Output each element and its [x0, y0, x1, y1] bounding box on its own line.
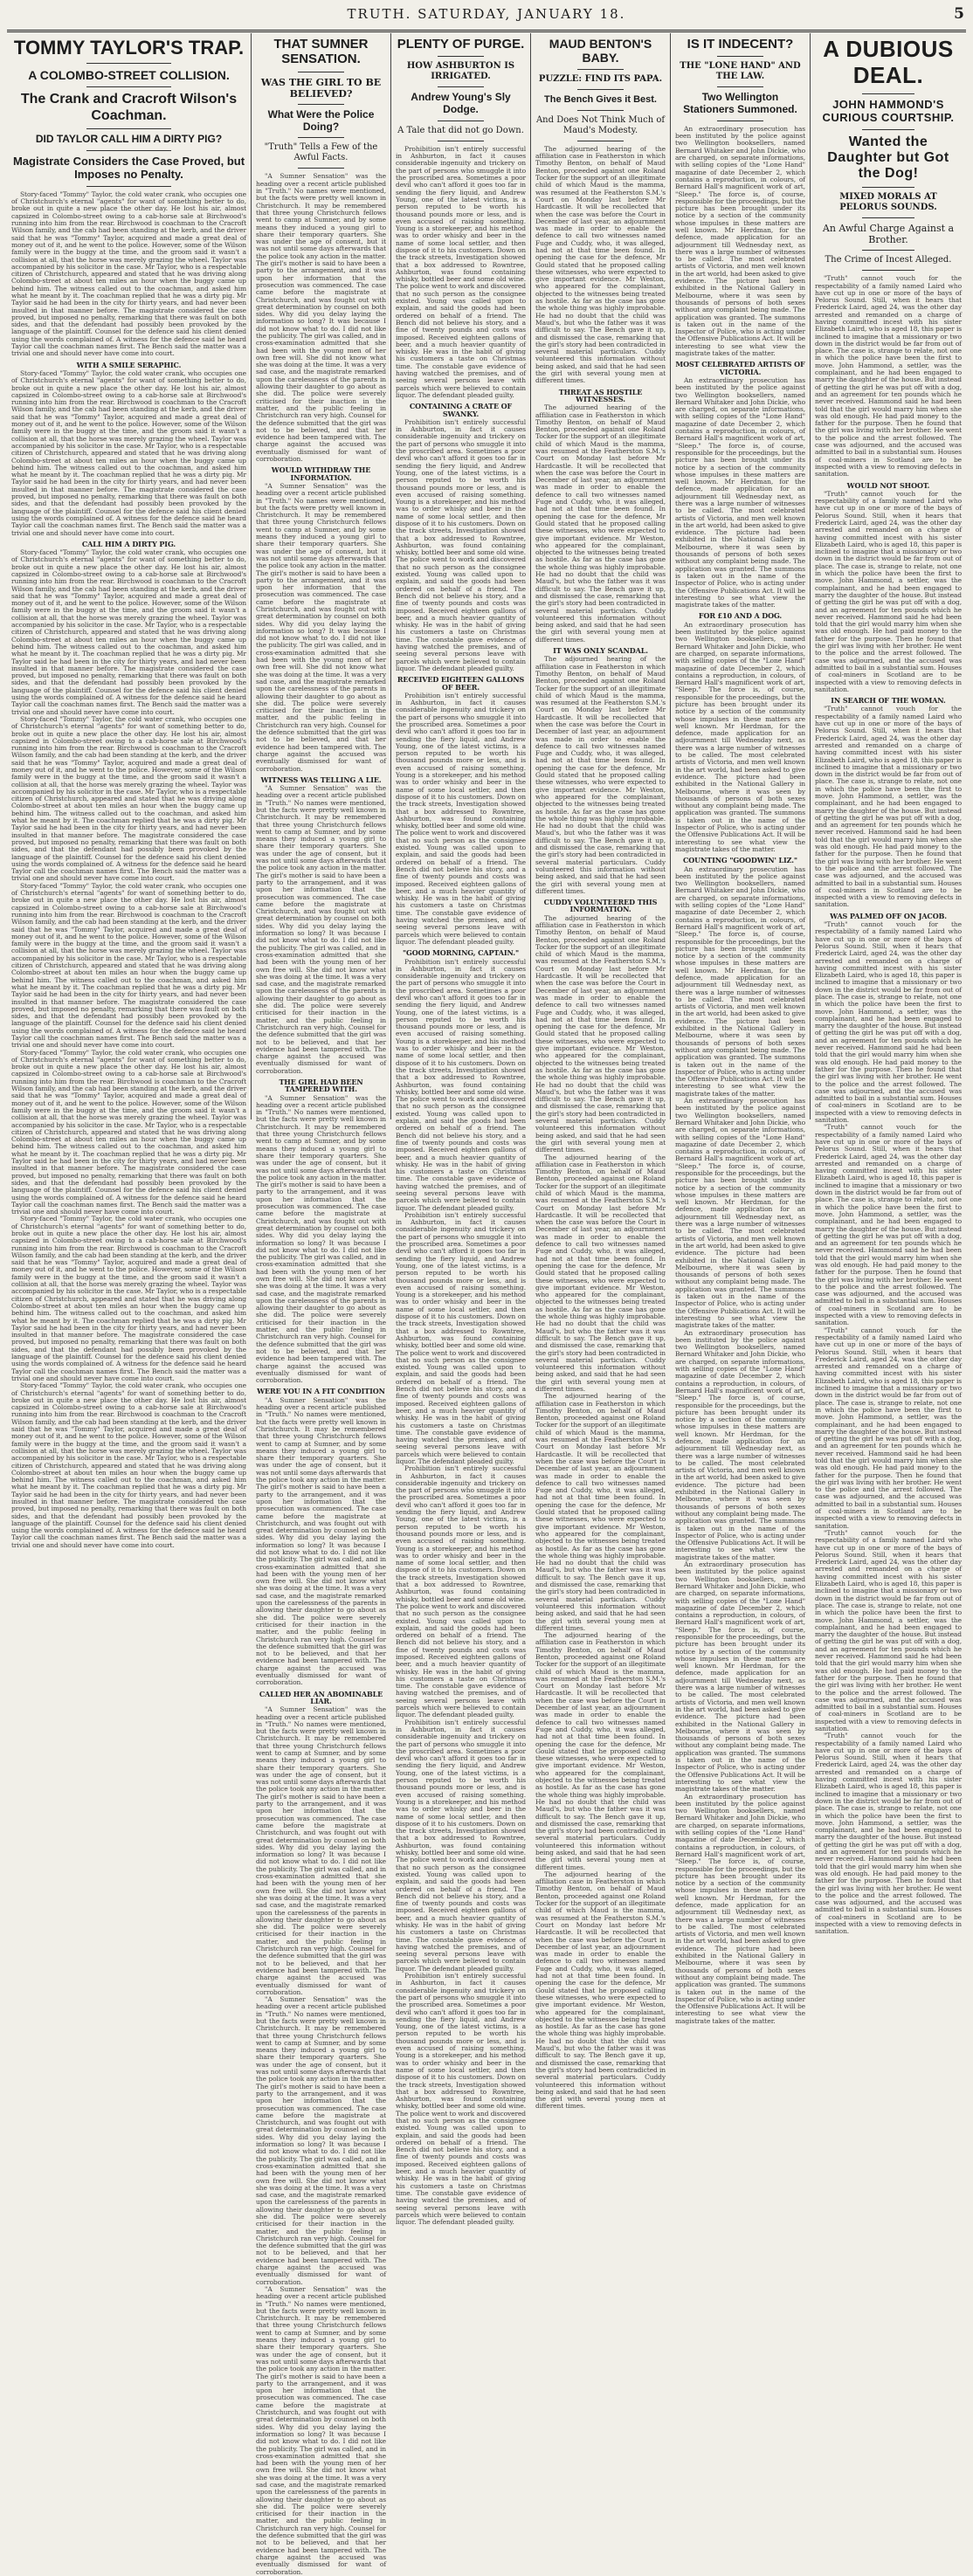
- article-paragraph: "Truth" cannot vouch for the respectability of a family named Laird who have cut up in one or more of the bays of Pelorus Sound. Still, when it hears that Frederick Laird, aged 24, was the other day arrested and remanded on a charge of having committed incest with his sister Elizabeth Laird, who is aged 18, this paper is inclined to imagine that a missionary or two down in the district would be far from out of place. The case is, strange to relate, not one in which the police have been the first to move. John Hammond, a settler, was the complainant, and he had been engaged to marry the daughter of the house. But instead of getting the girl he was put off with a dog, and an agreement for ten pounds which he never received. Hammond said he had been told that the girl would marry him when she was old enough. He had paid money to the father for the purpose. Then he found that the girl was living with her brother. He went to the police and the arrest followed. The case was adjourned, and the accused was admitted to bail in a substantial sum. Houses of coal-miners in Scotland are to be inspected with a view to removing defects in sanitation.: [815, 1123, 962, 1327]
- divider: [86, 186, 171, 187]
- article-paragraph: "A Sumner Sensation" was the heading over a recent article published in "Truth." No names were mentioned, but the facts were pretty well known in Christchurch. It may be remembered that three young Christchurch fellows went to camp at Sumner, and by some means they induced a young girl to share their temporary quarters. She was under the age of consent, but it was not until some days afterwards that the police took any action in the matter. The girl's mother is said to have been a party to the arrangement, and it was upon her information that the prosecution was commenced. The case came before the magistrate at Christchurch, and was fought out with great determination by counsel on both sides. Why did you delay laying the information so long? It was because I did not know what to do. I did not like the publicity. The girl was called, and in cross-examination admitted that she had been with the young men of her own free will. She did not know what she was doing at the time. It was a very sad case, and the magistrate remarked upon the carelessness of the parents in allowing their daughter to go about as she did. The police were severely criticised for their inaction in the matter, and the public feeling in Christchurch ran very high. Counsel for the defence submitted that the girl was not to be believed, and that her evidence had been tampered with. The charge against the accused was eventually dismissed for want of corroboration.: [256, 2284, 386, 2576]
- headline: MIXED MORALS AT PELORUS SOUNDS.: [839, 191, 937, 212]
- column-indecent: [671, 33, 811, 2025]
- article-paragraph: Story-faced "Tommy" Taylor, the cold water crank, who occupies one of Christchurch's eternal "agents" for want of something better to do, broke out in quite a new place the other day. He lost his air, almost capsized in Colombo-street owing to a cab-horse sale at Birchwood's running into him from the rear. Birchwood is coachman to the Cracroft Wilson family, and the cab had been standing at the kerb, and the driver said that he was "Tommy" Taylor, acquired and made a great deal of money out of it, and he went to the police. However, some of the Wilson family were in the buggy at the time, and the groom said it wasn't a collision at all, that the horse was merely grazing the wheel. Taylor was accompanied by his solicitor in the case. Mr Taylor, who is a respectable citizen of Christchurch, appeared and stated that he was driving along Colombo-street at about ten miles an hour when the buggy came up behind him. The witness called out to the coachman, and asked him what he meant by it. The coachman replied that he was a dirty pig. Mr Taylor said he had been in the city for thirty years, and had never been insulted in that manner before. The magistrate considered the case proved, but imposed no penalty, remarking that there was fault on both sides, and that the defendant had possibly been provoked by the language of the plaintiff. Counsel for the defence said his client denied using the words complained of. A witness for the defence said he heard Taylor call the coachman names first. The Bench said the matter was a trivial one and should never have come into court.: [11, 1048, 246, 1216]
- headline: JOHN HAMMOND'S CURIOUS COURTSHIP.: [822, 97, 955, 124]
- divider: [862, 129, 914, 130]
- article-paragraph: An extraordinary prosecution has been instituted by the police against two Wellington booksellers, named Bernard Whitaker and John Dickie, who are charged, on separate informations, with selling copies of the "Lone Hand" magazine of date December 2, which contains a reproduction, in colours, of Bernard Hall's magnificent work of art, "Sleep." The force is, of course, responsible for the proceedings, but the picture has been brought under its notice by a section of the community whose impulses in these matters are well known. Mr Herdman, for the defence, made application for an adjournment till Wednesday next, as there was a large number of witnesses to be called. The most celebrated artists of Victoria, and men well known in the art world, had been asked to give evidence. The picture had been exhibited in the National Gallery in Melbourne, where it was seen by thousands of persons of both sexes without any complaint being made. The application was granted. The summons is taken out in the name of the Inspector of Police, who is acting under the Offensive Publications Act. It will be interesting to see what view the magistrate takes of the matter.: [675, 124, 805, 358]
- article-paragraph: "Truth" cannot vouch for the respectability of a family named Laird who have cut up in one or more of the bays of Pelorus Sound. Still, when it hears that Frederick Laird, aged 24, was the other day arrested and remanded on a charge of having committed incest with his sister Elizabeth Laird, who is aged 18, this paper is inclined to imagine that a missionary or two down in the district would be far from out of place. The case is, strange to relate, not one in which the police have been the first to move. John Hammond, a settler, was the complainant, and he had been engaged to marry the daughter of the house. But instead of getting the girl he was put off with a dog, and an agreement for ten pounds which he never received. Hammond said he had been told that the girl would marry him when she was old enough. He had paid money to the father for the purpose. Then he found that the girl was living with her brother. He went to the police and the arrest followed. The case was adjourned, and the accused was admitted to bail in a substantial sum. Houses of coal-miners in Scotland are to be inspected with a view to removing defects in sanitation.: [815, 274, 962, 479]
- headline: THE "LONE HAND" AND THE LAW.: [680, 61, 801, 82]
- article-paragraph: An extraordinary prosecution has been instituted by the police against two Wellington booksellers, named Bernard Whitaker and John Dickie, who are charged, on separate informations, with selling copies of the "Lone Hand" magazine of date December 2, which contains a reproduction, in colours, of Bernard Hall's magnificent work of art, "Sleep." The force is, of course, responsible for the proceedings, but the picture has been brought under its notice by a section of the community whose impulses in these matters are well known. Mr Herdman, for the defence, made application for an adjournment till Wednesday next, as there was a large number of witnesses to be called. The most celebrated artists of Victoria, and men well known in the art world, had been asked to give evidence. The picture had been exhibited in the National Gallery in Melbourne, where it was seen by thousands of persons of both sexes without any complaint being made. The application was granted. The summons is taken out in the name of the Inspector of Police, who is acting under the Offensive Publications Act. It will be interesting to see what view the magistrate takes of the matter.: [675, 1097, 805, 1330]
- divider: [862, 217, 914, 218]
- article-paragraph: The adjourned hearing of the affiliation case in Featherston in which Timothy Benton, on behalf of Maud Benton, proceeded against one Roland Tocker for the support of an illegitimate child of which Maud is the mamma, was resumed at the Featherston S.M.'s Court on Monday last before Mr Hardcastle. It will be recollected that when the case was before the Court in December of last year, an adjournment was made in order to enable the defence to call two witnesses named Fuge and Cuddy, who, it was alleged, had not at that time been found. In opening the case for the defence, Mr Gould stated that he proposed calling these witnesses, who were expected to give important evidence. Mr Weston, who appeared for the complainant, objected to the witnesses being treated as hostile. As far as the case has gone the whole thing was highly improbable. He had no doubt that the child was Maud's, but who the father was it was difficult to say. The Bench gave it up, and dismissed the case, remarking that the girl's story had been contradicted in several material particulars. Cuddy volunteered this information without being asked, and said that he had seen the girl with several young men at different times.: [535, 1153, 666, 1393]
- article-paragraph: The adjourned hearing of the affiliation case in Featherston in which Timothy Benton, on behalf of Maud Benton, proceeded against one Roland Tocker for the support of an illegitimate child of which Maud is the mamma, was resumed at the Featherston S.M.'s Court on Monday last before Mr Hardcastle. It will be recollected that when the case was before the Court in December of last year, an adjournment was made in order to enable the defence to call two witnesses named Fuge and Cuddy, who, it was alleged, had not at that time been found. In opening the case for the defence, Mr Gould stated that he proposed calling these witnesses, who were expected to give important evidence. Mr Weston, who appeared for the complainant, objected to the witnesses being treated as hostile. As far as the case has gone the whole thing was highly improbable. He had no doubt that the child was Maud's, but who the father was it was difficult to say. The Bench gave it up, and dismissed the case, remarking that the girl's story had been contradicted in several material particulars. Cuddy volunteered this information without being asked, and said that he had seen the girl with several young men at different times.: [535, 403, 666, 644]
- divider: [862, 93, 914, 94]
- headline: Two Wellington Stationers Summoned.: [683, 91, 797, 116]
- article-paragraph: "Truth" cannot vouch for the respectability of a family named Laird who have cut up in one or more of the bays of Pelorus Sound. Still, when it hears that Frederick Laird, aged 24, was the other day arrested and remanded on a charge of having committed incest with his sister Elizabeth Laird, who is aged 18, this paper is inclined to imagine that a missionary or two down in the district would be far from out of place. The case is, strange to relate, not one in which the police have been the first to move. John Hammond, a settler, was the complainant, and he had been engaged to marry the daughter of the house. But instead of getting the girl he was put off with a dog, and an agreement for ten pounds which he never received. Hammond said he had been told that the girl would marry him when she was old enough. He had paid money to the father for the purpose. Then he found that the girl was living with her brother. He went to the police and the arrest followed. The case was adjourned, and the accused was admitted to bail in a substantial sum. Houses of coal-miners in Scotland are to be inspected with a view to removing defects in sanitation.: [815, 489, 962, 693]
- headline: WAS THE GIRL TO BE BELIEVED?: [260, 76, 382, 100]
- article-paragraph: "Truth" cannot vouch for the respectability of a family named Laird who have cut up in one or more of the bays of Pelorus Sound. Still, when it hears that Frederick Laird, aged 24, was the other day arrested and remanded on a charge of having committed incest with his sister Elizabeth Laird, who is aged 18, this paper is inclined to imagine that a missionary or two down in the district would be far from out of place. The case is, strange to relate, not one in which the police have been the first to move. John Hammond, a settler, was the complainant, and he had been engaged to marry the daughter of the house. But instead of getting the girl he was put off with a dog, and an agreement for ten pounds which he never received. Hammond said he had been told that the girl would marry him when she was old enough. He had paid money to the father for the purpose. Then he found that the girl was living with her brother. He went to the police and the arrest followed. The case was adjourned, and the accused was admitted to bail in a substantial sum. Houses of coal-miners in Scotland are to be inspected with a view to removing defects in sanitation.: [815, 705, 962, 909]
- divider: [577, 69, 625, 70]
- page-number: 5: [954, 5, 964, 23]
- column-benton: [531, 33, 671, 2111]
- headline: The Crime of Incest Alleged.: [825, 255, 952, 265]
- subheading: WOULD NOT SHOOT.: [846, 480, 930, 490]
- divider: [86, 128, 171, 129]
- subheading: CUDDY VOLUNTEERED THIS INFORMATION.: [543, 898, 658, 914]
- article-paragraph: "Truth" cannot vouch for the respectability of a family named Laird who have cut up in one or more of the bays of Pelorus Sound. Still, when it hears that Frederick Laird, aged 24, was the other day arrested and remanded on a charge of having committed incest with his sister Elizabeth Laird, who is aged 18, this paper is inclined to imagine that a missionary or two down in the district would be far from out of place. The case is, strange to relate, not one in which the police have been the first to move. John Hammond, a settler, was the complainant, and he had been engaged to marry the daughter of the house. But instead of getting the girl he was put off with a dog, and an agreement for ten pounds which he never received. Hammond said he had been told that the girl would marry him when she was old enough. He had paid money to the father for the purpose. Then he found that the girl was living with her brother. He went to the police and the arrest followed. The case was adjourned, and the accused was admitted to bail in a substantial sum. Houses of coal-miners in Scotland are to be inspected with a view to removing defects in sanitation.: [815, 1528, 962, 1732]
- divider: [298, 168, 345, 169]
- headline: A Tale that did not go Down.: [397, 125, 524, 135]
- subheading: WITNESS WAS TELLING A LIE.: [260, 775, 382, 784]
- divider: [577, 110, 625, 111]
- headline: Andrew Young's Sly Dodge.: [411, 91, 511, 116]
- headline: The Bench Gives it Best.: [544, 94, 657, 106]
- headline: PUZZLE: FIND ITS PAPA.: [538, 74, 663, 85]
- article-paragraph: Story-faced "Tommy" Taylor, the cold water crank, who occupies one of Christchurch's eternal "agents" for want of something better to do, broke out in quite a new place the other day. He lost his air, almost capsized in Colombo-street owing to a cab-horse sale at Birchwood's running into him from the rear. Birchwood is coachman to the Cracroft Wilson family, and the cab had been standing at the kerb, and the driver said that he was "Tommy" Taylor, acquired and made a great deal of money out of it, and he went to the police. However, some of the Wilson family were in the buggy at the time, and the groom said it wasn't a collision at all, that the horse was merely grazing the wheel. Taylor was accompanied by his solicitor in the case. Mr Taylor, who is a respectable citizen of Christchurch, appeared and stated that he was driving along Colombo-street at about ten miles an hour when the buggy came up behind him. The witness called out to the coachman, and asked him what he meant by it. The coachman replied that he was a dirty pig. Mr Taylor said he had been in the city for thirty years, and had never been insulted in that manner before. The magistrate considered the case proved, but imposed no penalty, remarking that there was fault on both sides, and that the defendant had possibly been provoked by the language of the plaintiff. Counsel for the defence said his client denied using the words complained of. A witness for the defence said he heard Taylor call the coachman names first. The Bench said the matter was a trivial one and should never have come into court.: [11, 189, 246, 358]
- article-paragraph: "A Sumner Sensation" was the heading over a recent article published in "Truth." No names were mentioned, but the facts were pretty well known in Christchurch. It may be remembered that three young Christchurch fellows went to camp at Sumner, and by some means they induced a young girl to share their temporary quarters. She was under the age of consent, but it was not until some days afterwards that the police took any action in the matter. The girl's mother is said to have been a party to the arrangement, and it was upon her information that the prosecution was commenced. The case came before the magistrate at Christchurch, and was fought out with great determination by counsel on both sides. Why did you delay laying the information so long? It was because I did not know what to do. I did not like the publicity. The girl was called, and in cross-examination admitted that she had been with the young men of her own free will. She did not know what she was doing at the time. It was a very sad case, and the magistrate remarked upon the carelessness of the parents in allowing their daughter to go about as she did. The police were severely criticised for their inaction in the matter, and the public feeling in Christchurch ran very high. Counsel for the defence submitted that the girl was not to be believed, and that her evidence had been tampered with. The charge against the accused was eventually dismissed for want of corroboration.: [256, 172, 386, 464]
- divider: [577, 89, 625, 90]
- masthead: [7, 3, 966, 32]
- subheading: COUNTING "GOODWIN' LIZ.": [682, 856, 798, 865]
- article-paragraph: "A Sumner Sensation" was the heading over a recent article published in "Truth." No names were mentioned, but the facts were pretty well known in Christchurch. It may be remembered that three young Christchurch fellows went to camp at Sumner, and by some means they induced a young girl to share their temporary quarters. She was under the age of consent, but it was not until some days afterwards that the police took any action in the matter. The girl's mother is said to have been a party to the arrangement, and it was upon her information that the prosecution was commenced. The case came before the magistrate at Christchurch, and was fought out with great determination by counsel on both sides. Why did you delay laying the information so long? It was because I did not know what to do. I did not like the publicity. The girl was called, and in cross-examination admitted that she had been with the young men of her own free will. She did not know what she was doing at the time. It was a very sad case, and the magistrate remarked upon the carelessness of the parents in allowing their daughter to go about as she did. The police were severely criticised for their inaction in the matter, and the public feeling in Christchurch ran very high. Counsel for the defence submitted that the girl was not to be believed, and that her evidence had been tampered with. The charge against the accused was eventually dismissed for want of corroboration.: [256, 1705, 386, 1996]
- headline: IS IT INDECENT?: [687, 37, 794, 52]
- divider: [717, 56, 764, 57]
- article-paragraph: Prohibition isn't entirely successful in Ashburton, in fact it causes considerable ingenuity and trickery on the part of persons who smuggle it into the proscribed area. Sometimes a poor devil who can't afford it goes too far in sending the fiery liquid, and Andrew Young, one of the latest victims, is a person reputed to be worth his thousand pounds more or less, and is even accused of raising something. Young is a storekeeper, and his method was to order whisky and beer in the name of some local settler, and then dispose of it to his customers. Down on the track streets, Investigation showed that a box addressed to Rowntree, Ashburton, was found containing whisky, bottled beer and some old wine. The police went to work and discovered that no such person as the consignee existed. Young was called upon to explain, and said the goods had been ordered on behalf of a friend. The Bench did not believe his story, and a fine of twenty pounds and costs was imposed. Received eighteen gallons of beer, and a much heavier quantity of whisky. He was in the habit of giving his customers a taste on Christmas time. The constable gave evidence of having watched the premises, and of seeing several persons leave with parcels which were believed to contain liquor. The defendant pleaded guilty.: [396, 1972, 526, 2227]
- subheading: IT WAS ONLY SCANDAL.: [553, 646, 648, 656]
- article-body: [256, 173, 386, 2575]
- subheading: CALLED HER AN ABOMINABLE LIAR.: [259, 1689, 383, 1705]
- article-paragraph: An extraordinary prosecution has been instituted by the police against two Wellington booksellers, named Bernard Whitaker and John Dickie, who are charged, on separate informations, with selling copies of the "Lone Hand" magazine of date December 2, which contains a reproduction, in colours, of Bernard Hall's magnificent work of art, "Sleep." The force is, of course, responsible for the proceedings, but the picture has been brought under its notice by a section of the community whose impulses in these matters are well known. Mr Herdman, for the defence, made application for an adjournment till Wednesday next, as there was a large number of witnesses to be called. The most celebrated artists of Victoria, and men well known in the art world, had been asked to give evidence. The picture had been exhibited in the National Gallery in Melbourne, where it was seen by thousands of persons of both sexes without any complaint being made. The application was granted. The summons is taken out in the name of the Inspector of Police, who is acting under the Offensive Publications Act. It will be interesting to see what view the magistrate takes of the matter.: [675, 1328, 805, 1561]
- headline: THAT SUMNER SENSATION.: [273, 37, 369, 67]
- column-purge: [391, 33, 531, 2227]
- headline: Wanted the Daughter but Got the Dog!: [827, 134, 949, 182]
- subheading: WERE YOU IN A FIT CONDITION: [257, 1387, 385, 1396]
- article-body: [675, 126, 805, 2025]
- article-paragraph: Prohibition isn't entirely successful in Ashburton, in fact it causes considerable ingenuity and trickery on the part of persons who smuggle it into the proscribed area. Sometimes a poor devil who can't afford it goes too far in sending the fiery liquid, and Andrew Young, one of the latest victims, is a person reputed to be worth his thousand pounds more or less, and is even accused of raising something. Young is a storekeeper, and his method was to order whisky and beer in the name of some local settler, and then dispose of it to his customers. Down on the track streets, Investigation showed that a box addressed to Rowntree, Ashburton, was found containing whisky, bottled beer and some old wine. The police went to work and discovered that no such person as the consignee existed. Young was called upon to explain, and said the goods had been ordered on behalf of a friend. The Bench did not believe his story, and a fine of twenty pounds and costs was imposed. Received eighteen gallons of beer, and a much heavier quantity of whisky. He was in the habit of giving his customers a taste on Christmas time. The constable gave evidence of having watched the premises, and of seeing several persons leave with parcels which were believed to contain liquor. The defendant pleaded guilty.: [396, 144, 526, 399]
- column-taylor: [7, 33, 252, 1549]
- article-paragraph: "A Sumner Sensation" was the heading over a recent article published in "Truth." No names were mentioned, but the facts were pretty well known in Christchurch. It may be remembered that three young Christchurch fellows went to camp at Sumner, and by some means they induced a young girl to share their temporary quarters. She was under the age of consent, but it was not until some days afterwards that the police took any action in the matter. The girl's mother is said to have been a party to the arrangement, and it was upon her information that the prosecution was commenced. The case came before the magistrate at Christchurch, and was fought out with great determination by counsel on both sides. Why did you delay laying the information so long? It was because I did not know what to do. I did not like the publicity. The girl was called, and in cross-examination admitted that she had been with the young men of her own free will. She did not know what she was doing at the time. It was a very sad case, and the magistrate remarked upon the carelessness of the parents in allowing their daughter to go about as she did. The police were severely criticised for their inaction in the matter, and the public feeling in Christchurch ran very high. Counsel for the defence submitted that the girl was not to be believed, and that her evidence had been tampered with. The charge against the accused was eventually dismissed for want of corroboration.: [256, 1395, 386, 1687]
- headline: MAUD BENTON'S BABY.: [549, 37, 652, 65]
- headline: TOMMY TAYLOR'S TRAP.: [13, 37, 245, 59]
- divider: [438, 56, 485, 57]
- subheading: RECEIVED EIGHTEEN GALLONS OF BEER.: [397, 675, 525, 692]
- subheading: FOR £10 AND A DOG.: [698, 611, 783, 621]
- divider: [86, 150, 171, 151]
- article-paragraph: The adjourned hearing of the affiliation case in Featherston in which Timothy Benton, on behalf of Maud Benton, proceeded against one Roland Tocker for the support of an illegitimate child of which Maud is the mamma, was resumed at the Featherston S.M.'s Court on Monday last before Mr Hardcastle. It will be recollected that when the case was before the Court in December of last year, an adjournment was made in order to enable the defence to call two witnesses named Fuge and Cuddy, who, it was alleged, had not at that time been found. In opening the case for the defence, Mr Gould stated that he proposed calling these witnesses, who were expected to give important evidence. Mr Weston, who appeared for the complainant, objected to the witnesses being treated as hostile. As far as the case has gone the whole thing was highly improbable. He had no doubt that the child was Maud's, but who the father was it was difficult to say. The Bench gave it up, and dismissed the case, remarking that the girl's story had been contradicted in several material particulars. Cuddy volunteered this information without being asked, and said that he had seen the girl with several young men at different times.: [535, 655, 666, 895]
- article-paragraph: Prohibition isn't entirely successful in Ashburton, in fact it causes considerable ingenuity and trickery on the part of persons who smuggle it into the proscribed area. Sometimes a poor devil who can't afford it goes too far in sending the fiery liquid, and Andrew Young, one of the latest victims, is a person reputed to be worth his thousand pounds more or less, and is even accused of raising something. Young is a storekeeper, and his method was to order whisky and beer in the name of some local settler, and then dispose of it to his customers. Down on the track streets, Investigation showed that a box addressed to Rowntree, Ashburton, was found containing whisky, bottled beer and some old wine. The police went to work and discovered that no such person as the consignee existed. Young was called upon to explain, and said the goods had been ordered on behalf of a friend. The Bench did not believe his story, and a fine of twenty pounds and costs was imposed. Received eighteen gallons of beer, and a much heavier quantity of whisky. He was in the habit of giving his customers a taste on Christmas time. The constable gave evidence of having watched the premises, and of seeing several persons leave with parcels which were believed to contain liquor. The defendant pleaded guilty.: [396, 691, 526, 946]
- divider: [862, 187, 914, 188]
- headline: A DUBIOUS DEAL.: [823, 36, 954, 88]
- article-body: [535, 146, 666, 2111]
- article-paragraph: "Truth" cannot vouch for the respectability of a family named Laird who have cut up in one or more of the bays of Pelorus Sound. Still, when it hears that Frederick Laird, aged 24, was the other day arrested and remanded on a charge of having committed incest with his sister Elizabeth Laird, who is aged 18, this paper is inclined to imagine that a missionary or two down in the district would be far from out of place. The case is, strange to relate, not one in which the police have been the first to move. John Hammond, a settler, was the complainant, and he had been engaged to marry the daughter of the house. But instead of getting the girl he was put off with a dog, and an agreement for ten pounds which he never received. Hammond said he had been told that the girl would marry him when she was old enough. He had paid money to the father for the purpose. Then he found that the girl was living with her brother. He went to the police and the arrest followed. The case was adjourned, and the accused was admitted to bail in a substantial sum. Houses of coal-miners in Scotland are to be inspected with a view to removing defects in sanitation.: [815, 920, 962, 1125]
- subheading: THREAT AS HOSTILE WITNESSES.: [558, 387, 643, 403]
- article-body: [396, 146, 526, 2227]
- article-paragraph: An extraordinary prosecution has been instituted by the police against two Wellington booksellers, named Bernard Whitaker and John Dickie, who are charged, on separate informations, with selling copies of the "Lone Hand" magazine of date December 2, which contains a reproduction, in colours, of Bernard Hall's magnificent work of art, "Sleep." The force is, of course, responsible for the proceedings, but the picture has been brought under its notice by a section of the community whose impulses in these matters are well known. Mr Herdman, for the defence, made application for an adjournment till Wednesday next, as there was a large number of witnesses to be called. The most celebrated artists of Victoria, and men well known in the art world, had been asked to give evidence. The picture had been exhibited in the National Gallery in Melbourne, where it was seen by thousands of persons of both sexes without any complaint being made. The application was granted. The summons is taken out in the name of the Inspector of Police, who is acting under the Offensive Publications Act. It will be interesting to see what view the magistrate takes of the matter.: [675, 375, 805, 610]
- article-body: [11, 191, 246, 1549]
- divider: [86, 63, 171, 64]
- headline: The Crank and Cracroft Wilson's Coachman.: [20, 92, 238, 123]
- headline: A COLOMBO-STREET COLLISION.: [28, 68, 230, 83]
- article-paragraph: The adjourned hearing of the affiliation case in Featherston in which Timothy Benton, on behalf of Maud Benton, proceeded against one Roland Tocker for the support of an illegitimate child of which Maud is the mamma, was resumed at the Featherston S.M.'s Court on Monday last before Mr Hardcastle. It will be recollected that when the case was before the Court in December of last year, an adjournment was made in order to enable the defence to call two witnesses named Fuge and Cuddy, who, it was alleged, had not at that time been found. In opening the case for the defence, Mr Gould stated that he proposed calling these witnesses, who were expected to give important evidence. Mr Weston, who appeared for the complainant, objected to the witnesses being treated as hostile. As far as the case has gone the whole thing was highly improbable. He had no doubt that the child was Maud's, but who the father was it was difficult to say. The Bench gave it up, and dismissed the case, remarking that the girl's story had been contradicted in several material particulars. Cuddy volunteered this information without being asked, and said that he had seen the girl with several young men at different times.: [535, 1392, 666, 1632]
- subheading: WOULD WITHDRAW THE INFORMATION.: [271, 465, 371, 482]
- headline: "Truth" Tells a Few of the Awful Facts.: [264, 142, 378, 163]
- divider: [438, 86, 485, 87]
- subheading: WAS PALMED OFF ON JACOB.: [830, 911, 947, 920]
- paper-title: TRUTH. SATURDAY, JANUARY 18.: [347, 6, 626, 22]
- headline: An Awful Charge Against a Brother.: [822, 222, 955, 246]
- headline: And Does Not Think Much of Maud's Modesty.: [535, 114, 666, 135]
- divider: [862, 250, 914, 251]
- article-paragraph: An extraordinary prosecution has been instituted by the police against two Wellington booksellers, named Bernard Whitaker and John Dickie, who are charged, on separate informations, with selling copies of the "Lone Hand" magazine of date December 2, which contains a reproduction, in colours, of Bernard Hall's magnificent work of art, "Sleep." The force is, of course, responsible for the proceedings, but the picture has been brought under its notice by a section of the community whose impulses in these matters are well known. Mr Herdman, for the defence, made application for an adjournment till Wednesday next, as there was a large number of witnesses to be called. The most celebrated artists of Victoria, and men well known in the art world, had been asked to give evidence. The picture had been exhibited in the National Gallery in Melbourne, where it was seen by thousands of persons of both sexes without any complaint being made. The application was granted. The summons is taken out in the name of the Inspector of Police, who is acting under the Offensive Publications Act. It will be interesting to see what view the magistrate takes of the matter.: [675, 1792, 805, 2025]
- article-paragraph: Story-faced "Tommy" Taylor, the cold water crank, who occupies one of Christchurch's eternal "agents" for want of something better to do, broke out in quite a new place the other day. He lost his air, almost capsized in Colombo-street owing to a cab-horse sale at Birchwood's running into him from the rear. Birchwood is coachman to the Cracroft Wilson family, and the cab had been standing at the kerb, and the driver said that he was "Tommy" Taylor, acquired and made a great deal of money out of it, and he went to the police. However, some of the Wilson family were in the buggy at the time, and the groom said it wasn't a collision at all, that the horse was merely grazing the wheel. Taylor was accompanied by his solicitor in the case. Mr Taylor, who is a respectable citizen of Christchurch, appeared and stated that he was driving along Colombo-street at about ten miles an hour when the buggy came up behind him. The witness called out to the coachman, and asked him what he meant by it. The coachman replied that he was a dirty pig. Mr Taylor said he had been in the city for thirty years, and had never been insulted in that manner before. The magistrate considered the case proved, but imposed no penalty, remarking that there was fault on both sides, and that the defendant had possibly been provoked by the language of the plaintiff. Counsel for the defence said his client denied using the words complained of. A witness for the defence said he heard Taylor call the coachman names first. The Bench said the matter was a trivial one and should never have come into court.: [11, 548, 246, 716]
- article-paragraph: Prohibition isn't entirely successful in Ashburton, in fact it causes considerable ingenuity and trickery on the part of persons who smuggle it into the proscribed area. Sometimes a poor devil who can't afford it goes too far in sending the fiery liquid, and Andrew Young, one of the latest victims, is a person reputed to be worth his thousand pounds more or less, and is even accused of raising something. Young is a storekeeper, and his method was to order whisky and beer in the name of some local settler, and then dispose of it to his customers. Down on the track streets, Investigation showed that a box addressed to Rowntree, Ashburton, was found containing whisky, bottled beer and some old wine. The police went to work and discovered that no such person as the consignee existed. Young was called upon to explain, and said the goods had been ordered on behalf of a friend. The Bench did not believe his story, and a fine of twenty pounds and costs was imposed. Received eighteen gallons of beer, and a much heavier quantity of whisky. He was in the habit of giving his customers a taste on Christmas time. The constable gave evidence of having watched the premises, and of seeing several persons leave with parcels which were believed to contain liquor. The defendant pleaded guilty.: [396, 957, 526, 1212]
- headline: HOW ASHBURTON IS IRRIGATED.: [406, 61, 515, 82]
- article-paragraph: Prohibition isn't entirely successful in Ashburton, in fact it causes considerable ingenuity and trickery on the part of persons who smuggle it into the proscribed area. Sometimes a poor devil who can't afford it goes too far in sending the fiery liquid, and Andrew Young, one of the latest victims, is a person reputed to be worth his thousand pounds more or less, and is even accused of raising something. Young is a storekeeper, and his method was to order whisky and beer in the name of some local settler, and then dispose of it to his customers. Down on the track streets, Investigation showed that a box addressed to Rowntree, Ashburton, was found containing whisky, bottled beer and some old wine. The police went to work and discovered that no such person as the consignee existed. Young was called upon to explain, and said the goods had been ordered on behalf of a friend. The Bench did not believe his story, and a fine of twenty pounds and costs was imposed. Received eighteen gallons of beer, and a much heavier quantity of whisky. He was in the habit of giving his customers a taste on Christmas time. The constable gave evidence of having watched the premises, and of seeing several persons leave with parcels which were believed to contain liquor. The defendant pleaded guilty.: [396, 1718, 526, 1973]
- article-paragraph: Story-faced "Tommy" Taylor, the cold water crank, who occupies one of Christchurch's eternal "agents" for want of something better to do, broke out in quite a new place the other day. He lost his air, almost capsized in Colombo-street owing to a cab-horse sale at Birchwood's running into him from the rear. Birchwood is coachman to the Cracroft Wilson family, and the cab had been standing at the kerb, and the driver said that he was "Tommy" Taylor, acquired and made a great deal of money out of it, and he went to the police. However, some of the Wilson family were in the buggy at the time, and the groom said it wasn't a collision at all, that the horse was merely grazing the wheel. Taylor was accompanied by his solicitor in the case. Mr Taylor, who is a respectable citizen of Christchurch, appeared and stated that he was driving along Colombo-street at about ten miles an hour when the buggy came up behind him. The witness called out to the coachman, and asked him what he meant by it. The coachman replied that he was a dirty pig. Mr Taylor said he had been in the city for thirty years, and had never been insulted in that manner before. The magistrate considered the case proved, but imposed no penalty, remarking that there was fault on both sides, and that the defendant had possibly been provoked by the language of the plaintiff. Counsel for the defence said his client denied using the words complained of. A witness for the defence said he heard Taylor call the coachman names first. The Bench said the matter was a trivial one and should never have come into court.: [11, 368, 246, 537]
- divider: [862, 270, 914, 271]
- article-paragraph: Story-faced "Tommy" Taylor, the cold water crank, who occupies one of Christchurch's eternal "agents" for want of something better to do, broke out in quite a new place the other day. He lost his air, almost capsized in Colombo-street owing to a cab-horse sale at Birchwood's running into him from the rear. Birchwood is coachman to the Cracroft Wilson family, and the cab had been standing at the kerb, and the driver said that he was "Tommy" Taylor, acquired and made a great deal of money out of it, and he went to the police. However, some of the Wilson family were in the buggy at the time, and the groom said it wasn't a collision at all, that the horse was merely grazing the wheel. Taylor was accompanied by his solicitor in the case. Mr Taylor, who is a respectable citizen of Christchurch, appeared and stated that he was driving along Colombo-street at about ten miles an hour when the buggy came up behind him. The witness called out to the coachman, and asked him what he meant by it. The coachman replied that he was a dirty pig. Mr Taylor said he had been in the city for thirty years, and had never been insulted in that manner before. The magistrate considered the case proved, but imposed no penalty, remarking that there was fault on both sides, and that the defendant had possibly been provoked by the language of the plaintiff. Counsel for the defence said his client denied using the words complained of. A witness for the defence said he heard Taylor call the coachman names first. The Bench said the matter was a trivial one and should never have come into court.: [11, 1215, 246, 1382]
- article-body: [815, 275, 962, 1935]
- columns: [7, 33, 966, 2576]
- divider: [717, 86, 764, 87]
- article-paragraph: Story-faced "Tommy" Taylor, the cold water crank, who occupies one of Christchurch's eternal "agents" for want of something better to do, broke out in quite a new place the other day. He lost his air, almost capsized in Colombo-street owing to a cab-horse sale at Birchwood's running into him from the rear. Birchwood is coachman to the Cracroft Wilson family, and the cab had been standing at the kerb, and the driver said that he was "Tommy" Taylor, acquired and made a great deal of money out of it, and he went to the police. However, some of the Wilson family were in the buggy at the time, and the groom said it wasn't a collision at all, that the horse was merely grazing the wheel. Taylor was accompanied by his solicitor in the case. Mr Taylor, who is a respectable citizen of Christchurch, appeared and stated that he was driving along Colombo-street at about ten miles an hour when the buggy came up behind him. The witness called out to the coachman, and asked him what he meant by it. The coachman replied that he was a dirty pig. Mr Taylor said he had been in the city for thirty years, and had never been insulted in that manner before. The magistrate considered the case proved, but imposed no penalty, remarking that there was fault on both sides, and that the defendant had possibly been provoked by the language of the plaintiff. Counsel for the defence said his client denied using the words complained of. A witness for the defence said he heard Taylor call the coachman names first. The Bench said the matter was a trivial one and should never have come into court.: [11, 714, 246, 883]
- article-paragraph: Prohibition isn't entirely successful in Ashburton, in fact it causes considerable ingenuity and trickery on the part of persons who smuggle it into the proscribed area. Sometimes a poor devil who can't afford it goes too far in sending the fiery liquid, and Andrew Young, one of the latest victims, is a person reputed to be worth his thousand pounds more or less, and is even accused of raising something. Young is a storekeeper, and his method was to order whisky and beer in the name of some local settler, and then dispose of it to his customers. Down on the track streets, Investigation showed that a box addressed to Rowntree, Ashburton, was found containing whisky, bottled beer and some old wine. The police went to work and discovered that no such person as the consignee existed. Young was called upon to explain, and said the goods had been ordered on behalf of a friend. The Bench did not believe his story, and a fine of twenty pounds and costs was imposed. Received eighteen gallons of beer, and a much heavier quantity of whisky. He was in the habit of giving his customers a taste on Christmas time. The constable gave evidence of having watched the premises, and of seeing several persons leave with parcels which were believed to contain liquor. The defendant pleaded guilty.: [396, 1464, 526, 1719]
- subheading: MOST CELEBRATED ARTISTS OF VICTORIA.: [675, 360, 805, 376]
- subheading: WITH A SMILE SERAPHIC.: [76, 360, 182, 369]
- headline: What Were the Police Doing?: [267, 107, 375, 133]
- article-paragraph: Prohibition isn't entirely successful in Ashburton, in fact it causes considerable ingenuity and trickery on the part of persons who smuggle it into the proscribed area. Sometimes a poor devil who can't afford it goes too far in sending the fiery liquid, and Andrew Young, one of the latest victims, is a person reputed to be worth his thousand pounds more or less, and is even accused of raising something. Young is a storekeeper, and his method was to order whisky and beer in the name of some local settler, and then dispose of it to his customers. Down on the track streets, Investigation showed that a box addressed to Rowntree, Ashburton, was found containing whisky, bottled beer and some old wine. The police went to work and discovered that no such person as the consignee existed. Young was called upon to explain, and said the goods had been ordered on behalf of a friend. The Bench did not believe his story, and a fine of twenty pounds and costs was imposed. Received eighteen gallons of beer, and a much heavier quantity of whisky. He was in the habit of giving his customers a taste on Christmas time. The constable gave evidence of having watched the premises, and of seeing several persons leave with parcels which were believed to contain liquor. The defendant pleaded guilty.: [396, 1210, 526, 1465]
- article-paragraph: "A Sumner Sensation" was the heading over a recent article published in "Truth." No names were mentioned, but the facts were pretty well known in Christchurch. It may be remembered that three young Christchurch fellows went to camp at Sumner, and by some means they induced a young girl to share their temporary quarters. She was under the age of consent, but it was not until some days afterwards that the police took any action in the matter. The girl's mother is said to have been a party to the arrangement, and it was upon her information that the prosecution was commenced. The case came before the magistrate at Christchurch, and was fought out with great determination by counsel on both sides. Why did you delay laying the information so long? It was because I did not know what to do. I did not like the publicity. The girl was called, and in cross-examination admitted that she had been with the young men of her own free will. She did not know what she was doing at the time. It was a very sad case, and the magistrate remarked upon the carelessness of the parents in allowing their daughter to go about as she did. The police were severely criticised for their inaction in the matter, and the public feeling in Christchurch ran very high. Counsel for the defence submitted that the girl was not to be believed, and that her evidence had been tampered with. The charge against the accused was eventually dismissed for want of corroboration.: [256, 784, 386, 1075]
- subheading: CALL HIM A DIRTY PIG.: [81, 539, 176, 548]
- article-paragraph: An extraordinary prosecution has been instituted by the police against two Wellington booksellers, named Bernard Whitaker and John Dickie, who are charged, on separate informations, with selling copies of the "Lone Hand" magazine of date December 2, which contains a reproduction, in colours, of Bernard Hall's magnificent work of art, "Sleep." The force is, of course, responsible for the proceedings, but the picture has been brought under its notice by a section of the community whose impulses in these matters are well known. Mr Herdman, for the defence, made application for an adjournment till Wednesday next, as there was a large number of witnesses to be called. The most celebrated artists of Victoria, and men well known in the art world, had been asked to give evidence. The picture had been exhibited in the National Gallery in Melbourne, where it was seen by thousands of persons of both sexes without any complaint being made. The application was granted. The summons is taken out in the name of the Inspector of Police, who is acting under the Offensive Publications Act. It will be interesting to see what view the magistrate takes of the matter.: [675, 864, 805, 1098]
- subheading: THE GIRL HAD BEEN TAMPERED WITH.: [279, 1077, 363, 1094]
- column-sumner: [252, 33, 391, 2576]
- subheading: IN SEARCH OF THE WOMAN.: [831, 696, 946, 706]
- article-paragraph: "A Sumner Sensation" was the heading over a recent article published in "Truth." No names were mentioned, but the facts were pretty well known in Christchurch. It may be remembered that three young Christchurch fellows went to camp at Sumner, and by some means they induced a young girl to share their temporary quarters. She was under the age of consent, but it was not until some days afterwards that the police took any action in the matter. The girl's mother is said to have been a party to the arrangement, and it was upon her information that the prosecution was commenced. The case came before the magistrate at Christchurch, and was fought out with great determination by counsel on both sides. Why did you delay laying the information so long? It was because I did not know what to do. I did not like the publicity. The girl was called, and in cross-examination admitted that she had been with the young men of her own free will. She did not know what she was doing at the time. It was a very sad case, and the magistrate remarked upon the carelessness of the parents in allowing their daughter to go about as she did. The police were severely criticised for their inaction in the matter, and the public feeling in Christchurch ran very high. Counsel for the defence submitted that the girl was not to be believed, and that her evidence had been tampered with. The charge against the accused was eventually dismissed for want of corroboration.: [256, 1995, 386, 2286]
- column-dubious: [811, 33, 966, 1936]
- article-paragraph: The adjourned hearing of the affiliation case in Featherston in which Timothy Benton, on behalf of Maud Benton, proceeded against one Roland Tocker for the support of an illegitimate child of which Maud is the mamma, was resumed at the Featherston S.M.'s Court on Monday last before Mr Hardcastle. It will be recollected that when the case was before the Court in December of last year, an adjournment was made in order to enable the defence to call two witnesses named Fuge and Cuddy, who, it was alleged, had not at that time been found. In opening the case for the defence, Mr Gould stated that he proposed calling these witnesses, who were expected to give important evidence. Mr Weston, who appeared for the complainant, objected to the witnesses being treated as hostile. As far as the case has gone the whole thing was highly improbable. He had no doubt that the child was Maud's, but who the father was it was difficult to say. The Bench gave it up, and dismissed the case, remarking that the girl's story had been contradicted in several material particulars. Cuddy volunteered this information without being asked, and said that he had seen the girl with several young men at different times.: [535, 1631, 666, 1871]
- article-paragraph: Prohibition isn't entirely successful in Ashburton, in fact it causes considerable ingenuity and trickery on the part of persons who smuggle it into the proscribed area. Sometimes a poor devil who can't afford it goes too far in sending the fiery liquid, and Andrew Young, one of the latest victims, is a person reputed to be worth his thousand pounds more or less, and is even accused of raising something. Young is a storekeeper, and his method was to order whisky and beer in the name of some local settler, and then dispose of it to his customers. Down on the track streets, Investigation showed that a box addressed to Rowntree, Ashburton, was found containing whisky, bottled beer and some old wine. The police went to work and discovered that no such person as the consignee existed. Young was called upon to explain, and said the goods had been ordered on behalf of a friend. The Bench did not believe his story, and a fine of twenty pounds and costs was imposed. Received eighteen gallons of beer, and a much heavier quantity of whisky. He was in the habit of giving his customers a taste on Christmas time. The constable gave evidence of having watched the premises, and of seeing several persons leave with parcels which were believed to contain liquor. The defendant pleaded guilty.: [396, 417, 526, 672]
- article-paragraph: "Truth" cannot vouch for the respectability of a family named Laird who have cut up in one or more of the bays of Pelorus Sound. Still, when it hears that Frederick Laird, aged 24, was the other day arrested and remanded on a charge of having committed incest with his sister Elizabeth Laird, who is aged 18, this paper is inclined to imagine that a missionary or two down in the district would be far from out of place. The case is, strange to relate, not one in which the police have been the first to move. John Hammond, a settler, was the complainant, and he had been engaged to marry the daughter of the house. But instead of getting the girl he was put off with a dog, and an agreement for ten pounds which he never received. Hammond said he had been told that the girl would marry him when she was old enough. He had paid money to the father for the purpose. Then he found that the girl was living with her brother. He went to the police and the arrest followed. The case was adjourned, and the accused was admitted to bail in a substantial sum. Houses of coal-miners in Scotland are to be inspected with a view to removing defects in sanitation.: [815, 1326, 962, 1530]
- divider: [298, 104, 345, 105]
- subheading: CONTAINING A CRATE OF SWANKY.: [409, 402, 513, 418]
- article-paragraph: The adjourned hearing of the affiliation case in Featherston in which Timothy Benton, on behalf of Maud Benton, proceeded against one Roland Tocker for the support of an illegitimate child of which Maud is the mamma, was resumed at the Featherston S.M.'s Court on Monday last before Mr Hardcastle. It will be recollected that when the case was before the Court in December of last year, an adjournment was made in order to enable the defence to call two witnesses named Fuge and Cuddy, who, it was alleged, had not at that time been found. In opening the case for the defence, Mr Gould stated that he proposed calling these witnesses, who were expected to give important evidence. Mr Weston, who appeared for the complainant, objected to the witnesses being treated as hostile. As far as the case has gone the whole thing was highly improbable. He had no doubt that the child was Maud's, but who the father was it was difficult to say. The Bench gave it up, and dismissed the case, remarking that the girl's story had been contradicted in several material particulars. Cuddy volunteered this information without being asked, and said that he had seen the girl with several young men at different times.: [535, 913, 666, 1154]
- article-paragraph: Story-faced "Tommy" Taylor, the cold water crank, who occupies one of Christchurch's eternal "agents" for want of something better to do, broke out in quite a new place the other day. He lost his air, almost capsized in Colombo-street owing to a cab-horse sale at Birchwood's running into him from the rear. Birchwood is coachman to the Cracroft Wilson family, and the cab had been standing at the kerb, and the driver said that he was "Tommy" Taylor, acquired and made a great deal of money out of it, and he went to the police. However, some of the Wilson family were in the buggy at the time, and the groom said it wasn't a collision at all, that the horse was merely grazing the wheel. Taylor was accompanied by his solicitor in the case. Mr Taylor, who is a respectable citizen of Christchurch, appeared and stated that he was driving along Colombo-street at about ten miles an hour when the buggy came up behind him. The witness called out to the coachman, and asked him what he meant by it. The coachman replied that he was a dirty pig. Mr Taylor said he had been in the city for thirty years, and had never been insulted in that manner before. The magistrate considered the case proved, but imposed no penalty, remarking that there was fault on both sides, and that the defendant had possibly been provoked by the language of the plaintiff. Counsel for the defence said his client denied using the words complained of. A witness for the defence said he heard Taylor call the coachman names first. The Bench said the matter was a trivial one and should never have come into court.: [11, 1381, 246, 1549]
- subheading: "GOOD MORNING, CAPTAIN.": [402, 948, 520, 958]
- divider: [86, 86, 171, 87]
- headline: DID TAYLOR CALL HIM A DIRTY PIG?: [35, 133, 223, 146]
- divider: [298, 137, 345, 138]
- headline: PLENTY OF PURGE.: [397, 37, 525, 52]
- article-paragraph: Story-faced "Tommy" Taylor, the cold water crank, who occupies one of Christchurch's eternal "agents" for want of something better to do, broke out in quite a new place the other day. He lost his air, almost capsized in Colombo-street owing to a cab-horse sale at Birchwood's running into him from the rear. Birchwood is coachman to the Cracroft Wilson family, and the cab had been standing at the kerb, and the driver said that he was "Tommy" Taylor, acquired and made a great deal of money out of it, and he went to the police. However, some of the Wilson family were in the buggy at the time, and the groom said it wasn't a collision at all, that the horse was merely grazing the wheel. Taylor was accompanied by his solicitor in the case. Mr Taylor, who is a respectable citizen of Christchurch, appeared and stated that he was driving along Colombo-street at about ten miles an hour when the buggy came up behind him. The witness called out to the coachman, and asked him what he meant by it. The coachman replied that he was a dirty pig. Mr Taylor said he had been in the city for thirty years, and had never been insulted in that manner before. The magistrate considered the case proved, but imposed no penalty, remarking that there was fault on both sides, and that the defendant had possibly been provoked by the language of the plaintiff. Counsel for the defence said his client denied using the words complained of. A witness for the defence said he heard Taylor call the coachman names first. The Bench said the matter was a trivial one and should never have come into court.: [11, 881, 246, 1050]
- article-paragraph: The adjourned hearing of the affiliation case in Featherston in which Timothy Benton, on behalf of Maud Benton, proceeded against one Roland Tocker for the support of an illegitimate child of which Maud is the mamma, was resumed at the Featherston S.M.'s Court on Monday last before Mr Hardcastle. It will be recollected that when the case was before the Court in December of last year, an adjournment was made in order to enable the defence to call two witnesses named Fuge and Cuddy, who, it was alleged, had not at that time been found. In opening the case for the defence, Mr Gould stated that he proposed calling these witnesses, who were expected to give important evidence. Mr Weston, who appeared for the complainant, objected to the witnesses being treated as hostile. As far as the case has gone the whole thing was highly improbable. He had no doubt that the child was Maud's, but who the father was it was difficult to say. The Bench gave it up, and dismissed the case, remarking that the girl's story had been contradicted in several material particulars. Cuddy volunteered this information without being asked, and said that he had seen the girl with several young men at different times.: [535, 144, 666, 385]
- headline: Magistrate Considers the Case Proved, but Imposes no Penalty.: [12, 154, 245, 181]
- article-paragraph: "Truth" cannot vouch for the respectability of a family named Laird who have cut up in one or more of the bays of Pelorus Sound. Still, when it hears that Frederick Laird, aged 24, was the other day arrested and remanded on a charge of having committed incest with his sister Elizabeth Laird, who is aged 18, this paper is inclined to imagine that a missionary or two down in the district would be far from out of place. The case is, strange to relate, not one in which the police have been the first to move. John Hammond, a settler, was the complainant, and he had been engaged to marry the daughter of the house. But instead of getting the girl he was put off with a dog, and an agreement for ten pounds which he never received. Hammond said he had been told that the girl would marry him when she was old enough. He had paid money to the father for the purpose. Then he found that the girl was living with her brother. He went to the police and the arrest followed. The case was adjourned, and the accused was admitted to bail in a substantial sum. Houses of coal-miners in Scotland are to be inspected with a view to removing defects in sanitation.: [815, 1732, 962, 1936]
- article-paragraph: "A Sumner Sensation" was the heading over a recent article published in "Truth." No names were mentioned, but the facts were pretty well known in Christchurch. It may be remembered that three young Christchurch fellows went to camp at Sumner, and by some means they induced a young girl to share their temporary quarters. She was under the age of consent, but it was not until some days afterwards that the police took any action in the matter. The girl's mother is said to have been a party to the arrangement, and it was upon her information that the prosecution was commenced. The case came before the magistrate at Christchurch, and was fought out with great determination by counsel on both sides. Why did you delay laying the information so long? It was because I did not know what to do. I did not like the publicity. The girl was called, and in cross-examination admitted that she had been with the young men of her own free will. She did not know what she was doing at the time. It was a very sad case, and the magistrate remarked upon the carelessness of the parents in allowing their daughter to go about as she did. The police were severely criticised for their inaction in the matter, and the public feeling in Christchurch ran very high. Counsel for the defence submitted that the girl was not to be believed, and that her evidence had been tampered with. The charge against the accused was eventually dismissed for want of corroboration.: [256, 1093, 386, 1385]
- article-paragraph: The adjourned hearing of the affiliation case in Featherston in which Timothy Benton, on behalf of Maud Benton, proceeded against one Roland Tocker for the support of an illegitimate child of which Maud is the mamma, was resumed at the Featherston S.M.'s Court on Monday last before Mr Hardcastle. It will be recollected that when the case was before the Court in December of last year, an adjournment was made in order to enable the defence to call two witnesses named Fuge and Cuddy, who, it was alleged, had not at that time been found. In opening the case for the defence, Mr Gould stated that he proposed calling these witnesses, who were expected to give important evidence. Mr Weston, who appeared for the complainant, objected to the witnesses being treated as hostile. As far as the case has gone the whole thing was highly improbable. He had no doubt that the child was Maud's, but who the father was it was difficult to say. The Bench gave it up, and dismissed the case, remarking that the girl's story had been contradicted in several material particulars. Cuddy volunteered this information without being asked, and said that he had seen the girl with several young men at different times.: [535, 1870, 666, 2111]
- article-paragraph: An extraordinary prosecution has been instituted by the police against two Wellington booksellers, named Bernard Whitaker and John Dickie, who are charged, on separate informations, with selling copies of the "Lone Hand" magazine of date December 2, which contains a reproduction, in colours, of Bernard Hall's magnificent work of art, "Sleep." The force is, of course, responsible for the proceedings, but the picture has been brought under its notice by a section of the community whose impulses in these matters are well known. Mr Herdman, for the defence, made application for an adjournment till Wednesday next, as there was a large number of witnesses to be called. The most celebrated artists of Victoria, and men well known in the art world, had been asked to give evidence. The picture had been exhibited in the National Gallery in Melbourne, where it was seen by thousands of persons of both sexes without any complaint being made. The application was granted. The summons is taken out in the name of the Inspector of Police, who is acting under the Offensive Publications Act. It will be interesting to see what view the magistrate takes of the matter.: [675, 1560, 805, 1794]
- article-paragraph: "A Sumner Sensation" was the heading over a recent article published in "Truth." No names were mentioned, but the facts were pretty well known in Christchurch. It may be remembered that three young Christchurch fellows went to camp at Sumner, and by some means they induced a young girl to share their temporary quarters. She was under the age of consent, but it was not until some days afterwards that the police took any action in the matter. The girl's mother is said to have been a party to the arrangement, and it was upon her information that the prosecution was commenced. The case came before the magistrate at Christchurch, and was fought out with great determination by counsel on both sides. Why did you delay laying the information so long? It was because I did not know what to do. I did not like the publicity. The girl was called, and in cross-examination admitted that she had been with the young men of her own free will. She did not know what she was doing at the time. It was a very sad case, and the magistrate remarked upon the carelessness of the parents in allowing their daughter to go about as she did. The police were severely criticised for their inaction in the matter, and the public feeling in Christchurch ran very high. Counsel for the defence submitted that the girl was not to be believed, and that her evidence had been tampered with. The charge against the accused was eventually dismissed for want of corroboration.: [256, 481, 386, 773]
- article-paragraph: An extraordinary prosecution has been instituted by the police against two Wellington booksellers, named Bernard Whitaker and John Dickie, who are charged, on separate informations, with selling copies of the "Lone Hand" magazine of date December 2, which contains a reproduction, in colours, of Bernard Hall's magnificent work of art, "Sleep." The force is, of course, responsible for the proceedings, but the picture has been brought under its notice by a section of the community whose impulses in these matters are well known. Mr Herdman, for the defence, made application for an adjournment till Wednesday next, as there was a large number of witnesses to be called. The most celebrated artists of Victoria, and men well known in the art world, had been asked to give evidence. The picture had been exhibited in the National Gallery in Melbourne, where it was seen by thousands of persons of both sexes without any complaint being made. The application was granted. The summons is taken out in the name of the Inspector of Police, who is acting under the Offensive Publications Act. It will be interesting to see what view the magistrate takes of the matter.: [675, 620, 805, 853]
